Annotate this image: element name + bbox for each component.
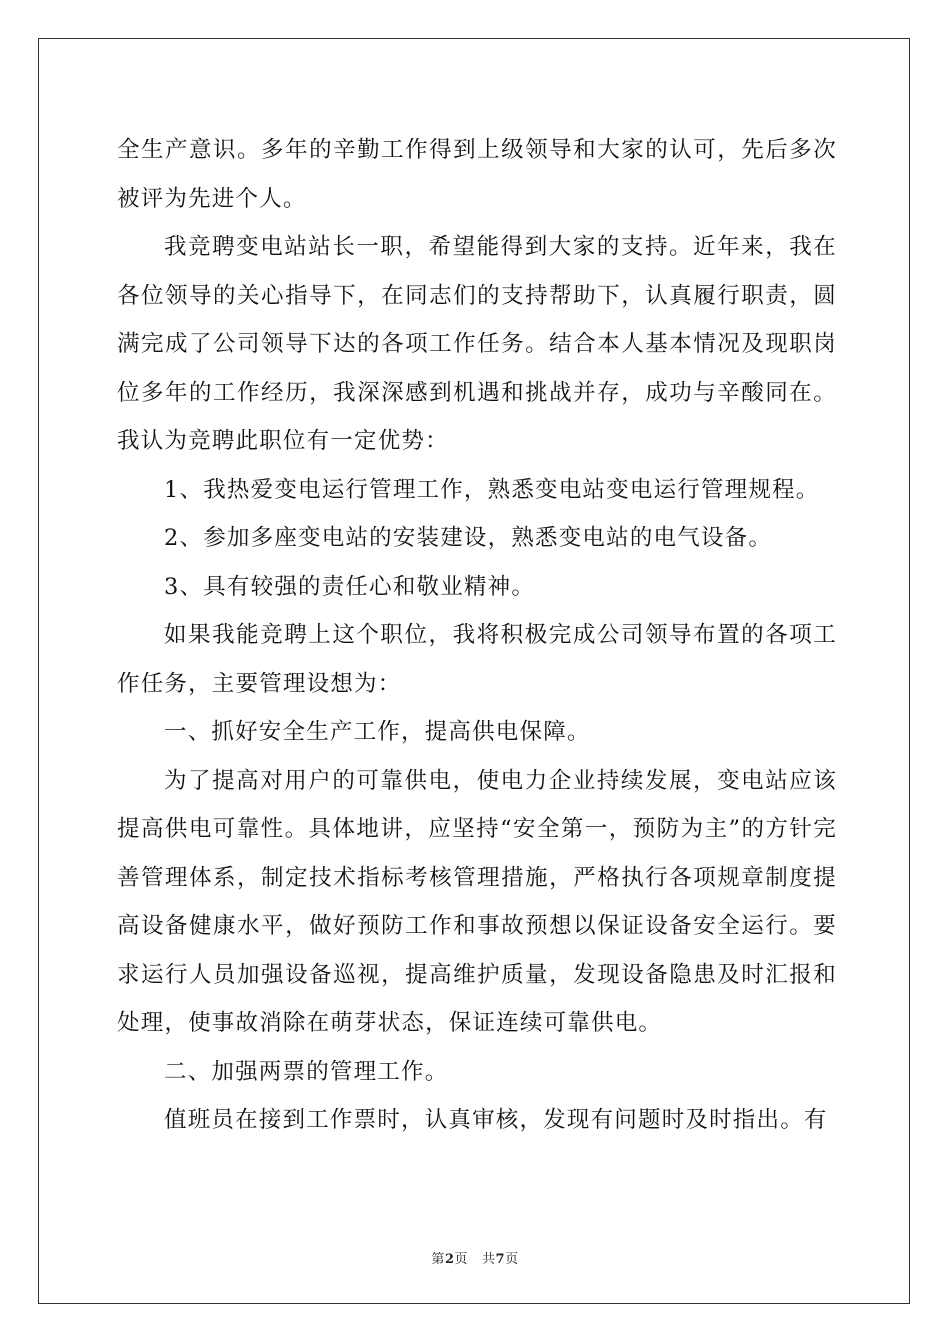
list-item: 1、我热爱变电运行管理工作，熟悉变电站变电运行管理规程。	[164, 476, 820, 503]
paragraph: 如果我能竞聘上这个职位，我将积极完成公司领导布置的各项工作任务，主要管理设想为：	[117, 622, 837, 697]
list-item: 2、参加多座变电站的安装建设，熟悉变电站的电气设备。	[164, 525, 773, 551]
section-heading: 一、抓好安全生产工作，提高供电保障。	[164, 719, 591, 745]
paragraph: 全生产意识。多年的辛勤工作得到上级领导和大家的认可，先后多次被评为先进个人。	[117, 137, 837, 212]
page-total-suffix: 页	[505, 1252, 519, 1267]
section-heading: 二、加强两票的管理工作。	[164, 1058, 449, 1085]
page-number-prefix: 第	[431, 1252, 445, 1267]
document-body	[117, 126, 837, 1145]
page-number-current: 2	[444, 1252, 455, 1267]
paragraph: 为了提高对用户的可靠供电，使电力企业持续发展，变电站应该提高供电可靠性。具体地讲，应坚持“安全第一，预防为主”的方针完善管理体系，制定技术指标考核管理措施，严格执行各项规章制度提高设备健康水平，做好预防工作和事故预想以保证设备安全运行。要求运行人员加强设备巡视，提高维护质量，发现设备隐患及时汇报和处理，使事故消除在萌芽状态，保证连续可靠供电。	[117, 767, 837, 1036]
list-item: 3、具有较强的责任心和敬业精神。	[164, 573, 536, 600]
page-footer	[0, 1248, 950, 1267]
paragraph: 我竞聘变电站站长一职，希望能得到大家的支持。近年来，我在各位领导的关心指导下，在同志们的支持帮助下，认真履行职责，圆满完成了公司领导下达的各项工作任务。结合本人基本情况及现职岗位多年的工作经历，我深深感到机遇和挑战并存，成功与辛酸同在。我认为竞聘此职位有一定优势：	[117, 234, 837, 454]
page-number-suffix: 页	[454, 1252, 468, 1267]
page-total-prefix: 共	[482, 1252, 496, 1267]
paragraph: 值班员在接到工作票时，认真审核，发现有问题时及时指出。有	[164, 1107, 828, 1133]
page-number-total: 7	[495, 1252, 506, 1267]
